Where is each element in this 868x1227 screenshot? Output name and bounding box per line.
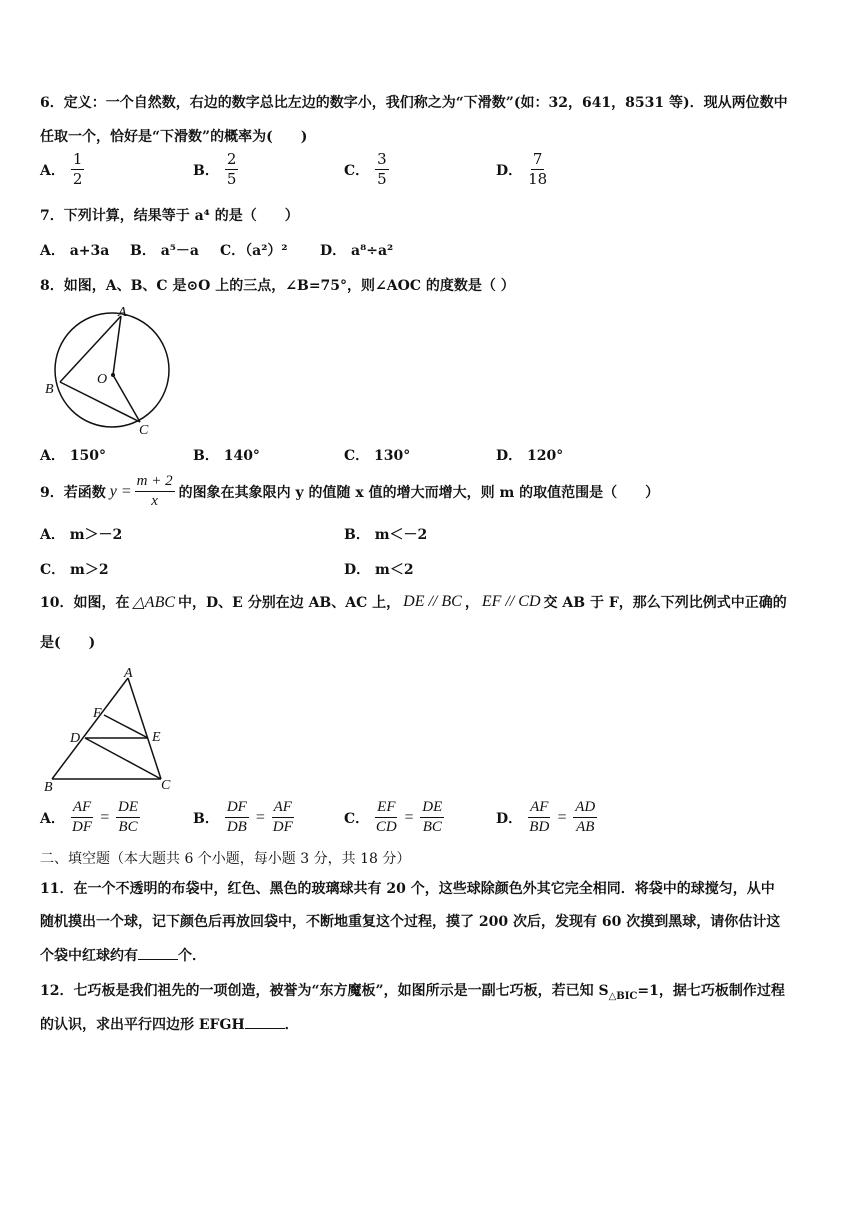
q12-line2: 的认识，求出平行四边形 EFGH ．: [40, 1017, 299, 1033]
segment-oa: [113, 316, 121, 375]
fraction-right: $\frac{DE}{BC}$: [118, 799, 138, 835]
fraction: $\frac{7}{18}$: [528, 150, 548, 188]
option-label: D．: [496, 810, 523, 827]
option-label: B．: [193, 810, 219, 827]
equals-sign: =: [254, 808, 266, 826]
fraction-left: $\frac{AF}{BD}$: [529, 799, 550, 835]
equals-sign: =: [99, 808, 110, 826]
fraction-right: $\frac{DE}{BC}$: [422, 799, 443, 835]
option-label: C．: [344, 810, 370, 827]
fraction: $\frac{3}{5}$: [377, 150, 387, 188]
answer-blank[interactable]: [138, 947, 178, 960]
q8-option-b[interactable]: B． 140°: [193, 448, 260, 464]
option-label: C．: [344, 162, 370, 179]
equals-sign: =: [556, 808, 568, 826]
q7-option-b[interactable]: B． a⁵－a: [130, 243, 199, 259]
section2-title: 二、填空题（本大题共 6 个小题，每小题 3 分，共 18 分）: [40, 851, 411, 867]
q12-line1: 12．七巧板是我们祖先的一项创造，被誉为“东方魔板”，如图所示是一副七巧板，若已知 $S_{\triangle BIC}=1$，据七巧板制作过程: [40, 983, 785, 1002]
q9-stem-post: 的图象在其象限内 y 的值随 x 值的增大而增大，则 m 的取值范围是（ ）: [178, 484, 660, 501]
subscript-bic: △BIC: [608, 990, 638, 1002]
triangle-abc: △ABC: [132, 594, 176, 611]
q10-option-a[interactable]: [40, 800, 140, 835]
option-label: D．: [496, 162, 523, 179]
q9-option-b[interactable]: B． m＜－2: [344, 527, 428, 543]
q6-stem-line2: 任取一个，恰好是“下滑数”的概率为( ): [40, 129, 308, 145]
fraction-right: $\frac{AF}{DF}$: [272, 799, 293, 835]
q10-triangle-figure: [40, 665, 180, 795]
label-b: B: [45, 382, 54, 397]
parallel-de-bc: DE // BC: [403, 593, 462, 610]
segment-ab: [52, 678, 128, 779]
q11-line3: 个袋中红球约有 个．: [40, 948, 206, 964]
q10-option-c[interactable]: [344, 800, 444, 835]
q8-option-d[interactable]: D． 120°: [496, 448, 564, 464]
option-label: A．: [40, 162, 65, 179]
label-b: B: [44, 780, 53, 795]
label-d: D: [70, 731, 81, 746]
q7-option-d[interactable]: D． a⁸÷a²: [320, 243, 394, 259]
q6-option-c[interactable]: [344, 152, 389, 187]
q9-stem-pre: 9．若函数: [40, 484, 106, 501]
q8-stem: 8．如图，A、B、C 是⊙O 上的三点，∠B=75°，则∠AOC 的度数是（ ）: [40, 278, 515, 294]
q7-stem: 7．下列计算，结果等于 a⁴ 的是（ ）: [40, 208, 299, 224]
q10-stem-line2: 是( ): [40, 635, 96, 651]
label-a: A: [124, 666, 133, 681]
fraction: $\frac{2}{5}$: [226, 150, 237, 188]
q11-line2: 随机摸出一个球，记下颜色后再放回袋中，不断地重复这个过程，摸了 200 次后，发现有 60 次摸到黑球，请你估计这: [40, 914, 781, 930]
q8-circle-figure: [40, 300, 175, 440]
q9-option-c[interactable]: C． m＞2: [40, 562, 109, 578]
option-label: B．: [193, 162, 219, 179]
function-lhs: y =: [109, 482, 132, 500]
label-f: F: [93, 706, 102, 721]
q6-option-b[interactable]: [193, 152, 238, 187]
function-fraction: $\frac{m + 2}{x}$: [136, 473, 173, 509]
option-label: A．: [40, 810, 65, 827]
fraction: $\frac{1}{2}$: [72, 150, 83, 188]
label-e: E: [152, 730, 161, 745]
segment-ab: [60, 316, 121, 382]
center-point: [111, 373, 115, 377]
label-a: A: [118, 305, 127, 320]
q6-option-d[interactable]: [496, 152, 547, 187]
fraction-right: $\frac{AD}{AB}$: [575, 799, 596, 835]
q10-stem-line1: 10．如图，在 △ABC 中，D、E 分别在边 AB、AC 上， DE // BC ， EF // CD 交 AB 于 F，那么下列比例式中正确的: [40, 593, 787, 611]
q10-option-d[interactable]: [496, 800, 597, 835]
q11-line1: 11．在一个不透明的布袋中，红色、黑色的玻璃球共有 20 个，这些球除颜色外其它完全相同．将袋中的球搅匀，从中: [40, 881, 775, 897]
q9-option-d[interactable]: D． m＜2: [344, 562, 414, 578]
parallel-ef-cd: EF // CD: [481, 593, 541, 610]
q8-option-a[interactable]: A． 150°: [40, 448, 106, 464]
q9-option-a[interactable]: A． m＞－2: [40, 527, 123, 543]
q10-option-b[interactable]: [193, 800, 294, 835]
q6-stem-line1: 6．定义：一个自然数，右边的数字总比左边的数字小，我们称之为“下滑数”(如：32，641，8531 等)．现从两位数中: [40, 95, 788, 111]
q7-option-a[interactable]: A． a+3a: [40, 243, 110, 259]
equals-sign: =: [403, 808, 415, 826]
fraction-left: $\frac{DF}{DB}$: [226, 799, 247, 835]
fraction-left: $\frac{EF}{CD}$: [375, 799, 397, 835]
answer-blank[interactable]: [245, 1016, 285, 1029]
label-c: C: [139, 423, 149, 438]
fraction-left: $\frac{AF}{DF}$: [72, 799, 93, 835]
q9-stem: [40, 474, 659, 509]
label-o: O: [97, 372, 108, 387]
q7-option-c[interactable]: C．（a²）²: [220, 243, 288, 259]
q8-option-c[interactable]: C． 130°: [344, 448, 411, 464]
label-c: C: [161, 778, 171, 793]
q6-option-a[interactable]: [40, 152, 84, 187]
